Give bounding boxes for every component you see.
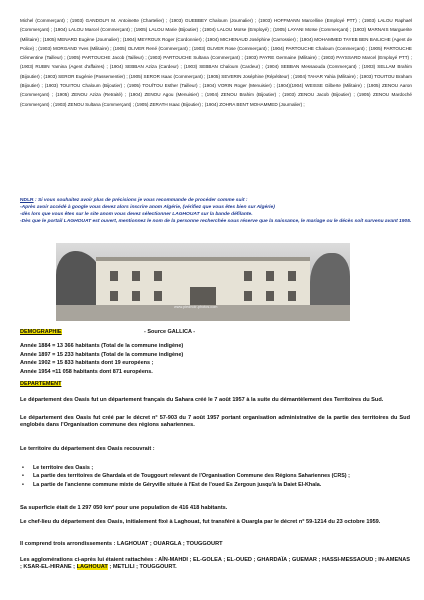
departement-paragraph-4: Sa superficie était de 1 297 050 km² pour une population de 416 418 habitants. [20, 505, 228, 511]
ndlr-tag: NDLR [20, 198, 34, 203]
departement-paragraph-2: Le département des Oasis fut créé par le décret n° 57-903 du 7 août 1957 portant organisation administrative de la partie des territoires du Sud englobés dans l'Organisation commune des régions sahariennes. [20, 415, 410, 429]
photo-credit: www.piednoir-photos.com [174, 305, 218, 309]
departement-paragraph-7: Les agglomérations ci-après lui étaient rattachées : AÏN-MAHDI ; EL-GOLEA ; EL-OUED ; GHARDAÏA ; GUEMAR ; HASSI-MESSAOUD ; IN-AMENAS ; KSAR-EL-HIRANE ; LAGHOUAT ; METLILI ; TOUGGOURT. [20, 557, 410, 571]
names-paragraph [20, 16, 412, 109]
demographie-source: - Source GALLICA - [144, 329, 196, 335]
ndlr-line: -dès lors que vous êtes sur le site anom vous devez sélectionner LAGHOUAT sur la bande défilante. [20, 211, 253, 217]
departement-paragraph-6: Il comprend trois arrondissements : LAGHOUAT ; OUARGLA ; TOUGGOURT [20, 541, 223, 547]
ndlr-line: -Après avoir accédé à google vous devez alors inscrire anom Algérie, (vérifiez que vous êtes bien sur Algérie) [20, 204, 275, 210]
ndlr-line: -Dès que le portail LAGHOUAT est ouvert, mentionnez le nom de la personne recherchée sous réserve que la naissance, le mariage ou le décès soit survenu avant 1905. [20, 218, 412, 224]
list-item: • Le territoire des Oasis ; [22, 465, 407, 472]
ndlr-intro: : Si vous souhaitez avoir plus de précisions je vous recommande de procéder comme suit : [33, 198, 248, 203]
ndlr-note [20, 198, 414, 226]
demographie-line: Année 1954 =11 058 habitants dont 871 européens. [20, 368, 153, 375]
demographie-heading: DEMOGRAPHIE [20, 329, 62, 335]
laghouat-highlight: LAGHOUAT [76, 564, 108, 571]
station-photo [56, 243, 350, 321]
photo-building [96, 257, 310, 311]
demographie-line: Année 1897 = 15 233 habitants (Total de la commune indigène) [20, 351, 184, 358]
photo-tree-right [310, 253, 350, 311]
departement-paragraph-3: Le territoire du département des Oasis recouvrait : [20, 446, 155, 452]
names-text: Michel (Commerçant) ; (1903) GANDOLFI M. Antoinette (Chartelier) ; (1903) GUEBBEY Chaloum (Journalier) ; (1903) HOFFMANN Marcelline (Employé PTT) ; (1903) LALOU Raphaël (Commerçant) ; (1904) LALOU Marcel (Commerçant) ; (1905) LALOU Marie (Bijoutier) ; (1904) LALOU Moïse (Employé) ; (1905) LAYANI Moïse (Commerçant) ; (1903) MARNAIS Marguerite (Militaire) ; (1905) MENARD Eugène (Journalier) ; (1904) MEYROUX Roger (Cordonnier) ; (1904) MICHENAUD Joséphine (Carrossier) ; (1904) MOHAMMED TAYEB BEN BAILICHE (Agent de Police) ; (1903) MORGAND Yves (Militaire) ; (1905) OLIVER René (Commerçant) ; (1903) OLIVER Rose (Commerçant) ; (1904) PARTOUCHE Chaloum (Commerçant) ; (1905) PARTOUCHE Clémentine (Tailleur) ; (1905) PARTOUCHE Jacob (Tailleur) ; (1903) PARTOUCHE Sultana (Commerçant) ; (1903) PAYRE Germaine (Militaire) ; (1903) PAYSSARD Marcel (Employé PTT) ; (1903) RUBIN Yamina (Agent d'affaires) ; (1904) SEBBAN Aziza (Cardeur) ; (1903) SEBBAN Chaloum (Cardeur) ; (1904) SEBBAN Messaouda (Commerçant) ; (1903) SELLAM Brahim (Bijoutier) ; (1903) SEROR Eugénie (Passementier) ; (1905) SEROR Isaac (Commerçant) ; (1905) SEVERIN Joséphine (Répétiteur) ; (1904) TAHAR Yahia (Militaire) ; (1903) TOUITOU Braham (Bijoutier) ; (1903) TOUITOU Chaloum (Bijoutier) ; (1905) TOUÏTOU Esther (Tailleur) ; (1904) VORIN Roger (Menuisier) ; (1904)(1904) WEISSE Gilberte (Militaire) ; (1905) ZENOU Aaron (Commerçant) ; (1905) ZENOU Aziza (Retraité) ; (1904) ZENOU Agou (Menuisier) ; (1904) ZENOU Brahim (Bijoutier) ; (1903) ZENOU Jacob (Bijoutier) ; (1905) ZENOU Mardoché (Commerçant) ; (1903) ZENOU Sultana (Commerçant) ; (1905) ZERATH Isaac (Bijoutier) ; (1904) ZOHRA BENT MOHAMMED (Journalier) ; [20, 18, 412, 107]
departement-bullet-list [22, 465, 407, 490]
list-item: • La partie des territoires de Ghardaïa et de Touggourt relevant de l'Organisation Commune des Régions Sahariennes (CRS) ; [22, 473, 407, 480]
demographie-line: Année 1902 = 15 833 habitants dont 19 européens ; [20, 360, 154, 367]
departement-paragraph-5: Le chef-lieu du département des Oasis, initialement fixé à Laghouat, fut transféré à Ouargla par le décret n° 59-1214 du 23 octobre 1959. [20, 519, 381, 525]
departement-heading: DEPARTEMENT [20, 381, 62, 387]
demographie-line: Année 1884 = 13 366 habitants (Total de la commune indigène) [20, 343, 184, 349]
list-item: • La partie de l'ancienne commune mixte de Géryville située à l'Est de l'oued Es Zergoun jusqu'à la Daiet El-Khala. [22, 482, 407, 489]
demographie-list [20, 342, 183, 376]
departement-paragraph-1: Le département des Oasis fut un département français du Sahara créé le 7 août 1957 à la suite du démantèlement des Territoires du Sud. [20, 397, 384, 403]
